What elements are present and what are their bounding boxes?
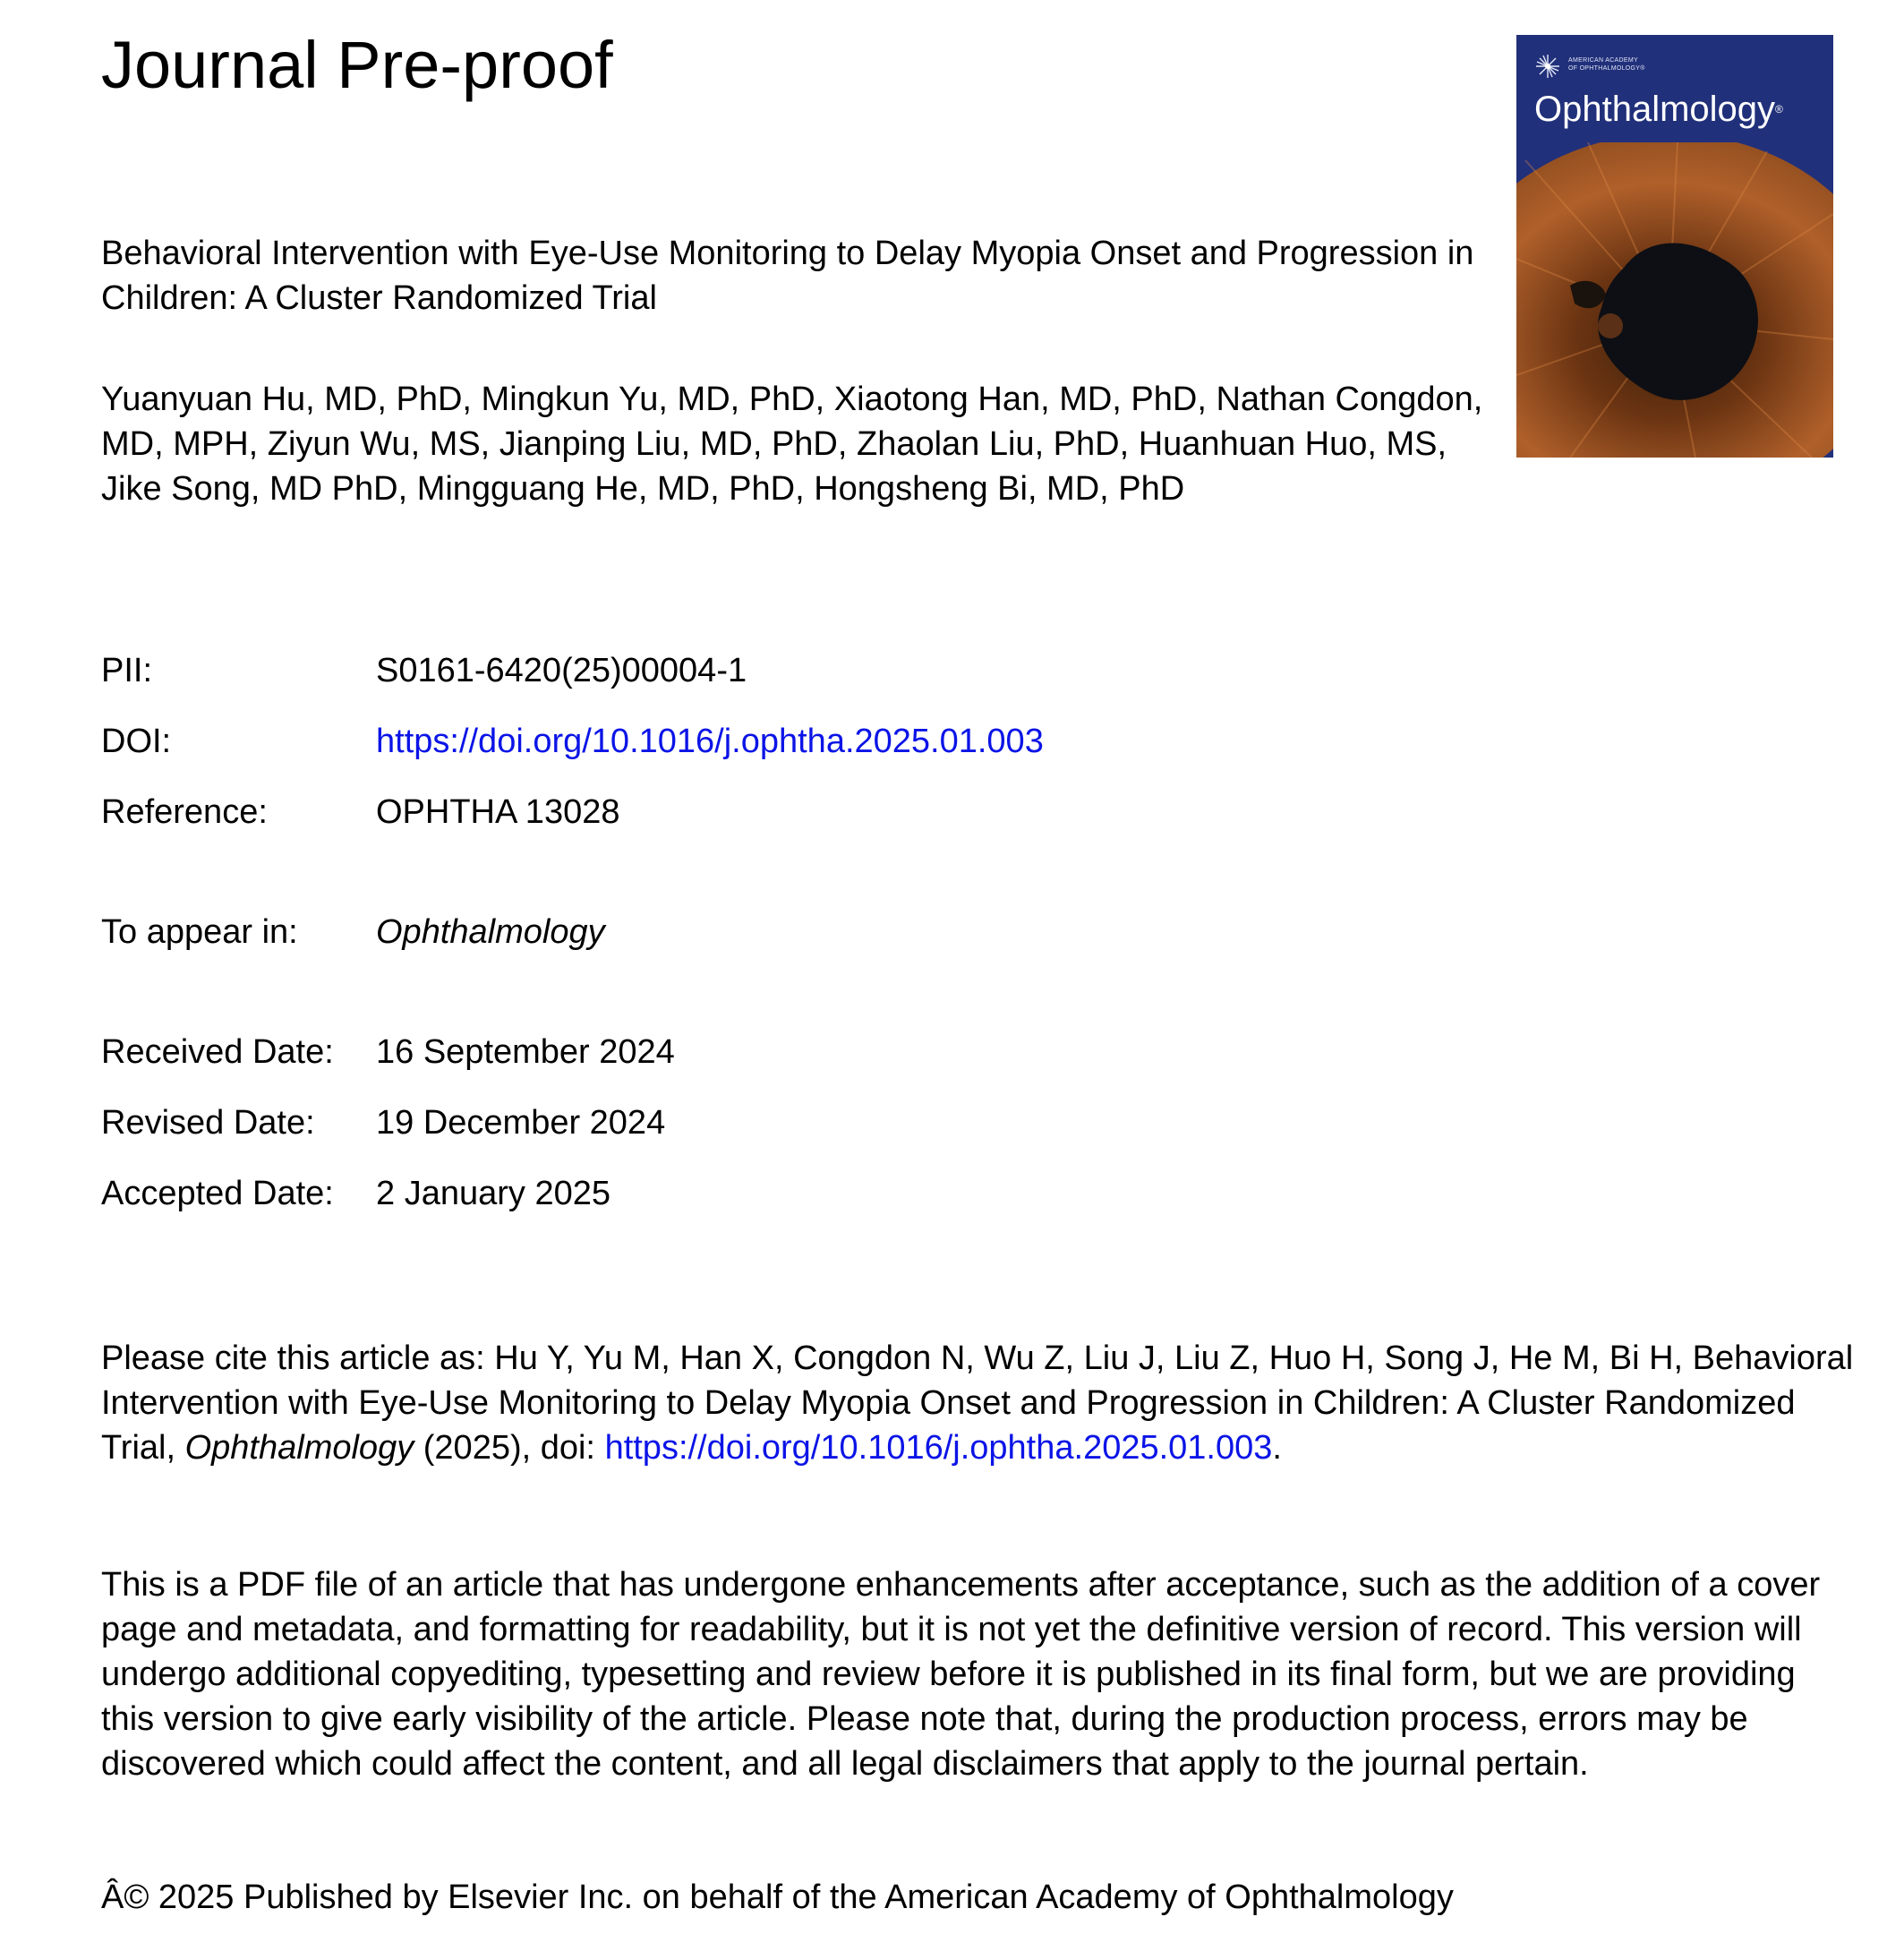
revised-date-label: Revised Date: [101,1104,315,1142]
pii-label: PII: [101,652,153,689]
cover-trademark: ® [1775,103,1783,116]
doi-label: DOI: [101,723,172,760]
journal-name: Ophthalmology [376,913,605,951]
doi-link[interactable]: https://doi.org/10.1016/j.ophtha.2025.01.003 [376,723,1044,760]
reference-value: OPHTHA 13028 [376,793,620,831]
author-list: Yuanyuan Hu, MD, PhD, Mingkun Yu, MD, PhD, Xiaotong Han, MD, PhD, Nathan Congdon, MD, MPH, Ziyun Wu, MS, Jianping Liu, MD, PhD, Zhaolan Liu, PhD, Huanhuan Huo, MS, Jike Song, MD PhD, Mingguang He, MD, PhD, Hongsheng Bi, MD, PhD [101,381,1483,508]
citation-year-doi: (2025), doi: [423,1429,595,1467]
received-date-label: Received Date: [101,1033,334,1071]
journal-cover [1516,35,1833,458]
cover-journal-name [1534,89,1783,130]
citation-doi-link[interactable]: https://doi.org/10.1016/j.ophtha.2025.01.003 [604,1429,1273,1467]
accepted-date-value: 2 January 2025 [376,1175,610,1212]
citation-text: Please cite this article as: Hu Y, Yu M, Han X, Congdon N, Wu Z, Liu J, Liu Z, Huo H, Song J, He M, Bi H, Behavioral Intervention with Eye-Use Monitoring to Delay Myopia Onset and Progression in Children: A Cluster Randomized Trial, [101,1339,1854,1467]
iris-cover-image [1516,142,1833,458]
citation-paragraph [101,1336,1856,1470]
revised-date-value: 19 December 2024 [376,1104,666,1142]
cover-journal-name-text: Ophthalmology [1534,90,1776,129]
reference-label: Reference: [101,793,268,831]
citation-period: . [1272,1429,1282,1467]
appear-in-label: To appear in: [101,913,298,951]
copyright-line: Â© 2025 Published by Elsevier Inc. on behalf of the American Academy of Ophthalmology [101,1878,1454,1916]
article-title: Behavioral Intervention with Eye-Use Monitoring to Delay Myopia Onset and Progression in Children: A Cluster Randomized Trial [101,235,1474,317]
accepted-date-label: Accepted Date: [101,1175,334,1212]
pii-value: S0161-6420(25)00004-1 [376,652,747,689]
page-header-title: Journal Pre-proof [101,28,613,102]
citation-journal: Ophthalmology [184,1429,414,1467]
preproof-notice: This is a PDF file of an article that has undergone enhancements after acceptance, such as the addition of a cover page and metadata, and formatting for readability, but it is not yet the definitive version of record. This version will undergo additional copyediting, typesetting and review before it is published in its final form, but we are providing this version to give early visibility of the article. Please note that, during the production process, errors may be discovered which could affect the content, and all legal disclaimers that apply to the journal pertain. [101,1566,1821,1783]
received-date-value: 16 September 2024 [376,1033,675,1071]
cover-academy-label: AMERICAN ACADEMY OF OPHTHALMOLOGY® [1568,57,1645,72]
academy-logo-icon [1534,53,1561,80]
